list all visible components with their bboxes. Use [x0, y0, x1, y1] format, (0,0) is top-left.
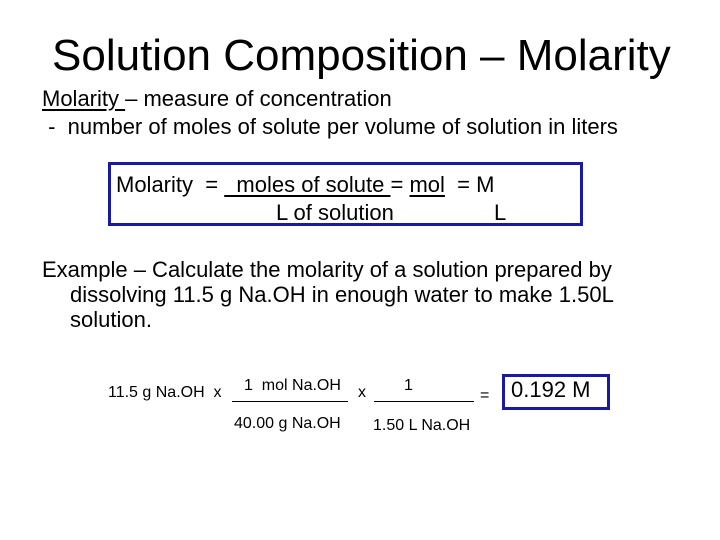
example-line-1: Example – Calculate the molarity of a solution prepared by: [42, 257, 612, 282]
formula-denominator-1: L of solution: [276, 200, 394, 225]
fraction-bar-2: [374, 401, 474, 402]
formula-numerator-1: moles of solute: [224, 172, 391, 197]
answer-value: 0.192 M: [511, 377, 591, 402]
page-title: Solution Composition – Molarity: [52, 31, 671, 80]
calc-denominator-1: 40.00 g Na.OH: [234, 415, 341, 432]
fraction-bar-1: [232, 401, 348, 402]
calc-given: 11.5 g Na.OH x: [108, 384, 222, 401]
definition-line-1: [42, 86, 392, 112]
example-line-2: dissolving 11.5 g Na.OH in enough water to make 1.50L: [70, 282, 614, 307]
formula-denominator-2: L: [494, 200, 507, 225]
calc-denominator-2: 1.50 L Na.OH: [373, 417, 471, 434]
definition-term: Molarity: [42, 86, 126, 111]
calc-equals: =: [480, 387, 490, 404]
formula-equals-1: =: [390, 172, 410, 197]
formula-top-line: [116, 172, 494, 198]
example-line-3: solution.: [70, 307, 152, 332]
calc-numerator-2: 1: [404, 377, 413, 394]
formula-equals-2: = M: [444, 172, 495, 197]
definition-line-2: - number of moles of solute per volume of solution in liters: [42, 114, 618, 139]
formula-lhs: Molarity =: [116, 172, 225, 197]
calc-numerator-1: 1 mol Na.OH: [244, 377, 341, 394]
calc-times: x: [358, 384, 366, 401]
definition-text: – measure of concentration: [125, 86, 392, 111]
formula-numerator-2: mol: [409, 172, 445, 197]
